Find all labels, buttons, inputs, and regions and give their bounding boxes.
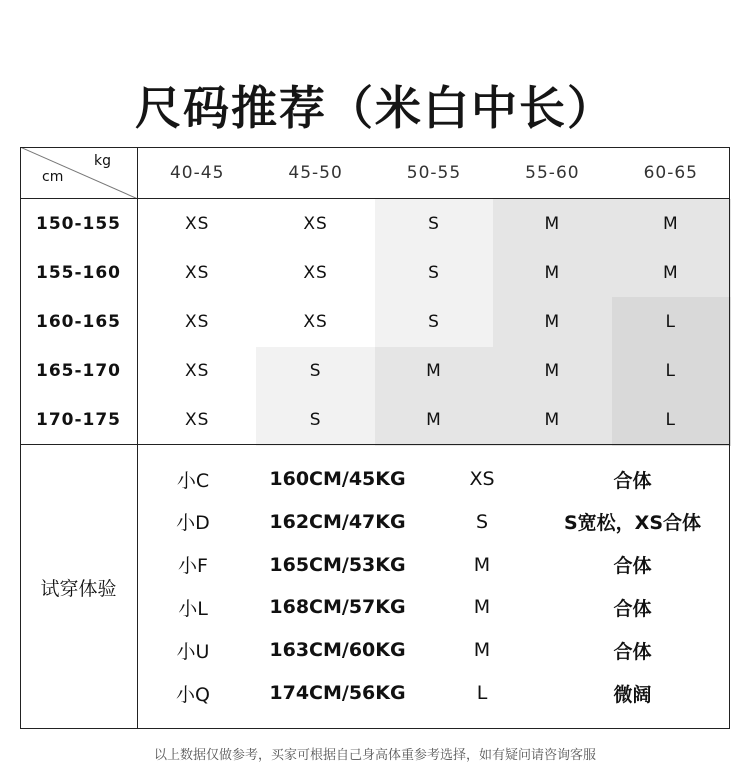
size-chart: [20, 147, 730, 729]
section-divider: [20, 444, 730, 445]
trial-size: M: [473, 553, 491, 576]
size-cell: L: [665, 311, 677, 332]
weight-header-cell: 55-60: [525, 163, 580, 183]
trial-fit: S宽松，XS合体: [563, 512, 702, 535]
size-cell: XS: [303, 311, 328, 332]
header-divider: [20, 198, 730, 199]
trial-size: M: [473, 639, 491, 662]
size-cell: M: [426, 361, 442, 382]
size-cell: XS: [303, 213, 328, 234]
size-cell: M: [544, 262, 561, 283]
page-title: 尺码推荐（米白中长）: [135, 81, 615, 135]
trial-stats: 165CM/53KG: [269, 553, 406, 576]
trial-section-label: 试穿体验: [40, 577, 117, 600]
size-cell: XS: [184, 361, 210, 382]
trial-size: L: [476, 682, 488, 704]
size-cell: S: [428, 262, 440, 283]
size-cell: XS: [303, 262, 328, 283]
size-cell: M: [426, 410, 442, 431]
trial-name: 小U: [176, 640, 210, 663]
disclaimer-text: 以上数据仅做参考，买家可根据自己身高体重参考选择，如有疑问请咨询客服: [153, 748, 596, 763]
weight-header-cell: 40-45: [169, 163, 225, 183]
trial-stats: 162CM/47KG: [269, 510, 406, 533]
trial-fit: 微阔: [613, 683, 652, 706]
trial-stats: 174CM/56KG: [269, 682, 406, 704]
trial-fit: 合体: [613, 597, 652, 620]
size-cell: S: [428, 213, 440, 234]
size-cell: M: [662, 213, 679, 234]
size-cell: L: [665, 361, 677, 382]
trial-stats: 160CM/45KG: [269, 468, 406, 490]
trial-stats: 168CM/57KG: [269, 596, 406, 619]
trial-name: 小F: [178, 555, 208, 578]
size-cell: S: [428, 311, 440, 332]
size-cell: M: [662, 262, 679, 283]
size-cell: XS: [184, 410, 210, 431]
size-cell: XS: [184, 311, 210, 332]
weight-header-cell: 50-55: [406, 163, 462, 183]
height-header-cell: 170-175: [35, 410, 122, 431]
height-header-cell: 155-160: [35, 262, 122, 283]
size-cell: M: [544, 361, 561, 382]
trial-name: 小C: [176, 469, 210, 492]
trial-name: 小Q: [176, 683, 210, 706]
weight-header-cell: 60-65: [643, 163, 698, 183]
weight-header-cell: 45-50: [288, 163, 343, 183]
size-cell: XS: [184, 262, 210, 283]
trial-name: 小D: [176, 512, 210, 535]
size-cell: S: [309, 361, 322, 382]
trial-fit: 合体: [613, 469, 652, 492]
height-header-cell: 150-155: [35, 213, 122, 234]
size-cell: XS: [184, 213, 210, 234]
weight-unit-label: kg: [94, 153, 111, 169]
trial-stats: 163CM/60KG: [269, 639, 406, 662]
height-header-cell: 165-170: [35, 361, 122, 382]
size-cell: S: [309, 410, 322, 431]
trial-size: S: [475, 510, 489, 533]
height-header-cell: 160-165: [35, 311, 122, 332]
trial-name: 小L: [178, 597, 208, 620]
height-unit-label: cm: [42, 169, 64, 185]
trial-size: M: [473, 596, 491, 619]
size-cell: M: [544, 410, 561, 431]
table-border: [20, 147, 730, 729]
trial-fit: 合体: [613, 555, 652, 578]
column-divider: [137, 147, 138, 729]
size-cell: L: [665, 410, 677, 431]
trial-fit: 合体: [613, 640, 652, 663]
trial-size: XS: [469, 468, 495, 490]
size-cell: M: [544, 311, 561, 332]
size-cell: M: [544, 213, 561, 234]
